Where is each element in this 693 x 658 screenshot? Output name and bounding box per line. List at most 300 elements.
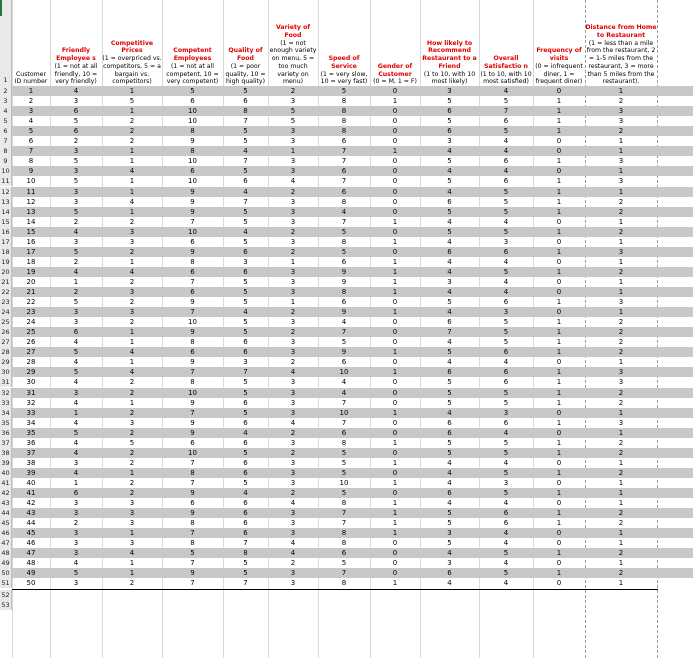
table-cell[interactable]: 6 [447,428,452,437]
table-cell[interactable]: 5 [447,207,452,216]
table-cell[interactable]: 6 [341,549,347,558]
table-cell[interactable]: 1 [129,257,135,266]
table-cell[interactable]: 6 [243,458,248,467]
table-cell[interactable]: 5 [447,438,452,447]
table-cell[interactable]: 9 [28,167,34,176]
table-cell[interactable]: 8 [341,237,347,246]
table-cell[interactable]: 3 [447,277,452,286]
table-cell[interactable]: 1 [556,489,562,497]
table-cell[interactable]: 3 [618,177,624,186]
table-cell[interactable]: 1 [556,207,562,216]
table-cell[interactable]: 4 [341,207,347,216]
table-cell[interactable]: 10 [188,117,197,126]
table-cell[interactable]: 1 [556,509,562,518]
table-cell[interactable]: 9 [190,569,195,578]
table-cell[interactable]: 34 [26,418,36,427]
table-cell[interactable]: 9 [190,418,195,427]
table-cell[interactable]: 8 [341,127,347,136]
table-cell[interactable]: 6 [503,348,509,357]
table-cell[interactable]: 4 [447,579,452,588]
table-cell[interactable]: 4 [243,428,248,437]
table-cell[interactable]: 9 [341,267,347,276]
table-cell[interactable]: 3 [73,388,79,397]
table-cell[interactable]: 3 [447,529,452,538]
table-cell[interactable]: 1 [129,177,135,186]
table-cell[interactable]: 1 [556,418,562,427]
table-cell[interactable]: 7 [190,277,195,286]
table-cell[interactable]: 8 [190,539,195,548]
table-cell[interactable]: 5 [503,338,509,347]
table-cell[interactable]: 4 [73,559,79,568]
table-cell[interactable]: 2 [73,217,79,226]
table-cell[interactable]: 3 [73,539,79,548]
table-cell[interactable]: 9 [190,428,195,437]
row-number[interactable]: 53 [0,600,12,610]
row-number[interactable]: 25 [0,317,12,327]
table-cell[interactable]: 4 [73,267,79,276]
table-cell[interactable]: 4 [447,338,452,347]
table-cell[interactable]: 7 [190,458,195,467]
table-cell[interactable]: 10 [26,177,36,186]
table-cell[interactable]: 5 [447,519,452,528]
table-cell[interactable]: 1 [129,147,135,156]
table-cell[interactable]: 5 [503,197,509,206]
table-cell[interactable]: 2 [290,247,296,256]
table-cell[interactable]: 12 [26,197,36,206]
table-cell[interactable]: 8 [190,378,195,387]
table-cell[interactable]: 6 [243,247,248,256]
table-cell[interactable]: 6 [243,519,248,528]
table-cell[interactable]: 29 [26,368,36,377]
table-cell[interactable]: 4 [341,378,347,387]
table-cell[interactable]: 1 [129,87,135,95]
table-cell[interactable]: 5 [447,448,452,457]
table-cell[interactable]: 5 [73,569,79,578]
table-cell[interactable]: 1 [618,529,624,538]
table-cell[interactable]: 5 [73,247,79,256]
table-cell[interactable]: 0 [392,549,398,558]
table-cell[interactable]: 3 [290,237,296,246]
table-cell[interactable]: 6 [447,197,452,206]
table-cell[interactable]: 6 [503,117,509,126]
table-cell[interactable]: 2 [618,569,624,578]
table-cell[interactable]: 5 [243,298,248,307]
table-cell[interactable]: 8 [190,147,195,156]
table-cell[interactable]: 5 [341,227,347,236]
row-number[interactable]: 3 [0,96,12,106]
table-cell[interactable]: 3 [618,117,624,126]
table-cell[interactable]: 7 [190,408,195,417]
row-number[interactable]: 29 [0,357,12,367]
table-cell[interactable]: 1 [556,398,562,407]
table-cell[interactable]: 0 [392,127,398,136]
row-number[interactable]: 40 [0,468,12,478]
table-cell[interactable]: 5 [243,408,248,417]
row-number[interactable]: 12 [0,187,12,197]
table-cell[interactable]: 0 [556,288,562,296]
table-cell[interactable]: 5 [290,107,296,116]
row-number[interactable]: 23 [0,297,12,307]
table-cell[interactable]: 5 [243,569,248,578]
table-cell[interactable]: 6 [243,509,248,518]
table-cell[interactable]: 3 [503,308,509,317]
row-number[interactable]: 26 [0,327,12,337]
table-cell[interactable]: 9 [190,398,195,407]
table-cell[interactable]: 5 [447,227,452,236]
table-cell[interactable]: 30 [26,378,36,387]
column-header[interactable] [420,40,479,86]
table-cell[interactable]: 1 [129,529,135,538]
table-cell[interactable]: 4 [503,358,509,367]
table-cell[interactable]: 2 [73,519,79,528]
table-cell[interactable]: 0 [392,539,398,548]
table-cell[interactable]: 25 [26,328,36,337]
table-cell[interactable]: 6 [243,468,248,477]
table-cell[interactable]: 8 [341,117,347,126]
table-cell[interactable]: 5 [341,489,347,497]
table-cell[interactable]: 4 [447,408,452,417]
table-cell[interactable]: 5 [73,298,79,307]
table-cell[interactable]: 3 [73,318,79,327]
column-header[interactable] [268,24,318,86]
table-cell[interactable]: 0 [392,137,398,146]
table-cell[interactable]: 0 [392,298,398,307]
table-cell[interactable]: 5 [447,539,452,548]
table-cell[interactable]: 2 [618,468,624,477]
table-cell[interactable]: 6 [341,428,347,437]
table-cell[interactable]: 7 [243,157,248,166]
table-cell[interactable]: 3 [290,408,296,417]
table-cell[interactable]: 1 [556,318,562,327]
table-cell[interactable]: 1 [556,468,562,477]
row-number[interactable]: 28 [0,347,12,357]
table-cell[interactable]: 0 [392,207,398,216]
table-cell[interactable]: 2 [129,127,135,136]
table-cell[interactable]: 17 [26,247,36,256]
table-cell[interactable]: 3 [290,468,296,477]
table-cell[interactable]: 1 [392,509,398,518]
row-number[interactable]: 22 [0,287,12,297]
table-cell[interactable]: 9 [190,187,195,196]
table-cell[interactable]: 1 [618,489,624,497]
table-cell[interactable]: 3 [129,519,135,528]
table-cell[interactable]: 33 [26,408,36,417]
table-cell[interactable]: 11 [26,187,36,196]
table-cell[interactable]: 5 [243,87,248,95]
table-cell[interactable]: 1 [392,368,398,377]
table-cell[interactable]: 3 [290,398,296,407]
table-cell[interactable]: 5 [129,97,135,106]
table-cell[interactable]: 5 [503,388,509,397]
table-cell[interactable]: 5 [447,157,452,166]
table-cell[interactable]: 4 [447,288,452,296]
table-cell[interactable]: 8 [341,579,347,588]
table-cell[interactable]: 4 [129,267,135,276]
row-number[interactable]: 16 [0,227,12,237]
table-cell[interactable]: 2 [129,378,135,387]
table-cell[interactable]: 3 [290,348,296,357]
row-number[interactable]: 6 [0,126,12,136]
table-cell[interactable]: 8 [243,107,248,116]
table-cell[interactable]: 7 [341,418,347,427]
table-cell[interactable]: 4 [73,468,79,477]
table-cell[interactable]: 3 [447,137,452,146]
table-cell[interactable]: 5 [243,217,248,226]
table-cell[interactable]: 3 [290,438,296,447]
row-number[interactable]: 9 [0,156,12,166]
table-cell[interactable]: 1 [556,127,562,136]
column-header[interactable] [479,55,533,86]
table-cell[interactable]: 1 [392,277,398,286]
table-cell[interactable]: 5 [447,117,452,126]
table-cell[interactable]: 2 [290,227,296,236]
table-cell[interactable]: 5 [503,127,509,136]
table-cell[interactable]: 8 [190,468,195,477]
table-cell[interactable]: 7 [447,328,452,337]
table-cell[interactable]: 3 [290,197,296,206]
table-cell[interactable]: 0 [392,247,398,256]
table-cell[interactable]: 38 [26,458,36,467]
table-cell[interactable]: 5 [503,448,509,457]
table-cell[interactable]: 1 [392,499,398,508]
table-cell[interactable]: 5 [447,177,452,186]
table-cell[interactable]: 36 [26,438,36,447]
table-cell[interactable]: 3 [290,167,296,176]
table-cell[interactable]: 5 [447,509,452,518]
table-cell[interactable]: 3 [290,277,296,286]
table-cell[interactable]: 3 [290,137,296,146]
table-cell[interactable]: 0 [392,398,398,407]
table-cell[interactable]: 6 [73,489,79,497]
table-cell[interactable]: 0 [392,569,398,578]
table-cell[interactable]: 3 [73,458,79,467]
table-cell[interactable]: 3 [618,418,624,427]
table-cell[interactable]: 2 [290,448,296,457]
table-cell[interactable]: 9 [190,328,195,337]
table-cell[interactable]: 0 [392,358,398,367]
table-cell[interactable]: 5 [447,388,452,397]
table-cell[interactable]: 3 [290,318,296,327]
table-cell[interactable]: 5 [341,468,347,477]
table-cell[interactable]: 6 [190,167,195,176]
table-cell[interactable]: 4 [129,368,135,377]
table-cell[interactable]: 4 [290,499,296,508]
table-cell[interactable]: 2 [290,87,296,95]
table-cell[interactable]: 5 [447,97,452,106]
table-cell[interactable]: 9 [190,509,195,518]
table-cell[interactable]: 6 [503,378,509,387]
table-cell[interactable]: 0 [556,147,562,156]
table-cell[interactable]: 1 [556,448,562,457]
table-cell[interactable]: 6 [190,267,195,276]
table-cell[interactable]: 5 [243,167,248,176]
table-cell[interactable]: 3 [129,288,135,296]
table-cell[interactable]: 43 [26,509,36,518]
table-cell[interactable]: 4 [447,167,452,176]
table-cell[interactable]: 6 [28,137,34,146]
row-number[interactable]: 30 [0,367,12,377]
table-cell[interactable]: 2 [290,308,296,317]
table-cell[interactable]: 1 [129,559,135,568]
table-cell[interactable]: 1 [73,408,79,417]
table-cell[interactable]: 1 [556,348,562,357]
table-cell[interactable]: 0 [392,167,398,176]
table-cell[interactable]: 9 [190,197,195,206]
table-cell[interactable]: 0 [392,418,398,427]
table-cell[interactable]: 3 [290,388,296,397]
table-cell[interactable]: 5 [341,458,347,467]
table-cell[interactable]: 1 [556,519,562,528]
table-cell[interactable]: 2 [129,217,135,226]
table-cell[interactable]: 4 [243,187,248,196]
table-cell[interactable]: 3 [129,227,135,236]
table-cell[interactable]: 1 [618,408,624,417]
table-cell[interactable]: 3 [618,368,624,377]
table-cell[interactable]: 4 [290,549,296,558]
table-cell[interactable]: 2 [129,478,135,487]
table-cell[interactable]: 7 [341,217,347,226]
table-cell[interactable]: 6 [243,267,248,276]
table-cell[interactable]: 1 [129,398,135,407]
table-cell[interactable]: 0 [556,87,562,95]
table-cell[interactable]: 9 [190,137,195,146]
table-cell[interactable]: 14 [26,217,36,226]
table-cell[interactable]: 2 [618,328,624,337]
table-cell[interactable]: 1 [556,328,562,337]
table-cell[interactable]: 5 [341,338,347,347]
column-header[interactable] [50,47,102,86]
table-cell[interactable]: 2 [129,388,135,397]
table-cell[interactable]: 10 [188,107,197,116]
table-cell[interactable]: 4 [129,549,135,558]
table-cell[interactable]: 6 [447,569,452,578]
table-cell[interactable]: 0 [556,579,562,588]
table-cell[interactable]: 1 [556,117,562,126]
table-cell[interactable]: 5 [73,157,79,166]
table-cell[interactable]: 6 [503,298,509,307]
row-number[interactable]: 24 [0,307,12,317]
table-cell[interactable]: 4 [447,267,452,276]
table-cell[interactable]: 6 [341,137,347,146]
table-cell[interactable]: 1 [618,559,624,568]
table-cell[interactable]: 7 [341,147,347,156]
row-number[interactable]: 17 [0,237,12,247]
table-cell[interactable]: 0 [392,338,398,347]
table-cell[interactable]: 10 [339,408,349,417]
row-number[interactable]: 21 [0,277,12,287]
table-cell[interactable]: 3 [129,499,135,508]
table-cell[interactable]: 0 [392,559,398,568]
row-number[interactable]: 27 [0,337,12,347]
table-cell[interactable]: 0 [392,489,398,497]
table-cell[interactable]: 19 [26,267,36,276]
table-cell[interactable]: 7 [28,147,34,156]
table-cell[interactable]: 3 [290,127,296,136]
table-cell[interactable]: 6 [243,177,248,186]
table-cell[interactable]: 3 [290,288,296,296]
table-cell[interactable]: 3 [129,539,135,548]
table-cell[interactable]: 1 [28,87,34,95]
row-number[interactable]: 1 [0,0,12,86]
table-cell[interactable]: 1 [556,438,562,447]
table-cell[interactable]: 1 [392,519,398,528]
table-cell[interactable]: 0 [556,257,562,266]
table-cell[interactable]: 2 [618,398,624,407]
table-cell[interactable]: 1 [618,237,624,246]
table-cell[interactable]: 8 [341,197,347,206]
table-cell[interactable]: 2 [129,428,135,437]
table-cell[interactable]: 4 [503,559,509,568]
table-cell[interactable]: 0 [556,358,562,367]
row-number[interactable]: 31 [0,377,12,387]
table-cell[interactable]: 2 [290,358,296,367]
table-cell[interactable]: 5 [243,448,248,457]
table-cell[interactable]: 4 [503,539,509,548]
table-cell[interactable]: 0 [392,468,398,477]
table-cell[interactable]: 1 [556,107,562,116]
table-cell[interactable]: 2 [73,288,79,296]
table-cell[interactable]: 8 [341,97,347,106]
table-cell[interactable]: 10 [188,318,197,327]
table-cell[interactable]: 4 [447,257,452,266]
table-cell[interactable]: 6 [190,438,195,447]
table-cell[interactable]: 0 [392,157,398,166]
row-number[interactable]: 42 [0,488,12,498]
table-cell[interactable]: 2 [618,227,624,236]
table-cell[interactable]: 5 [243,378,248,387]
table-cell[interactable]: 3 [447,559,452,568]
table-cell[interactable]: 8 [190,519,195,528]
table-cell[interactable]: 6 [447,418,452,427]
table-cell[interactable]: 9 [190,358,195,367]
table-cell[interactable]: 5 [190,549,195,558]
table-cell[interactable]: 1 [556,177,562,186]
table-cell[interactable]: 3 [503,408,509,417]
table-cell[interactable]: 7 [243,117,248,126]
table-cell[interactable]: 6 [447,107,452,116]
table-cell[interactable]: 7 [341,157,347,166]
row-number[interactable]: 4 [0,106,12,116]
table-cell[interactable]: 48 [26,559,36,568]
table-cell[interactable]: 24 [26,318,36,327]
row-number[interactable]: 11 [0,176,12,186]
table-cell[interactable]: 26 [26,338,36,347]
table-cell[interactable]: 4 [129,167,135,176]
table-cell[interactable]: 7 [243,539,248,548]
table-cell[interactable]: 6 [503,177,509,186]
table-cell[interactable]: 2 [129,448,135,457]
table-cell[interactable]: 1 [618,87,624,95]
table-cell[interactable]: 1 [618,308,624,317]
column-header[interactable] [102,40,162,86]
table-cell[interactable]: 3 [73,529,79,538]
table-cell[interactable]: 40 [26,478,36,487]
table-cell[interactable]: 5 [73,117,79,126]
table-cell[interactable]: 1 [556,197,562,206]
table-cell[interactable]: 2 [290,328,296,337]
row-number[interactable]: 14 [0,207,12,217]
table-cell[interactable]: 7 [190,217,195,226]
row-number[interactable]: 36 [0,428,12,438]
table-cell[interactable]: 1 [556,569,562,578]
table-cell[interactable]: 4 [503,147,509,156]
table-cell[interactable]: 1 [129,107,135,116]
row-number[interactable]: 47 [0,538,12,548]
table-cell[interactable]: 4 [243,227,248,236]
table-cell[interactable]: 6 [341,187,347,196]
row-number[interactable]: 13 [0,197,12,207]
table-cell[interactable]: 5 [243,478,248,487]
